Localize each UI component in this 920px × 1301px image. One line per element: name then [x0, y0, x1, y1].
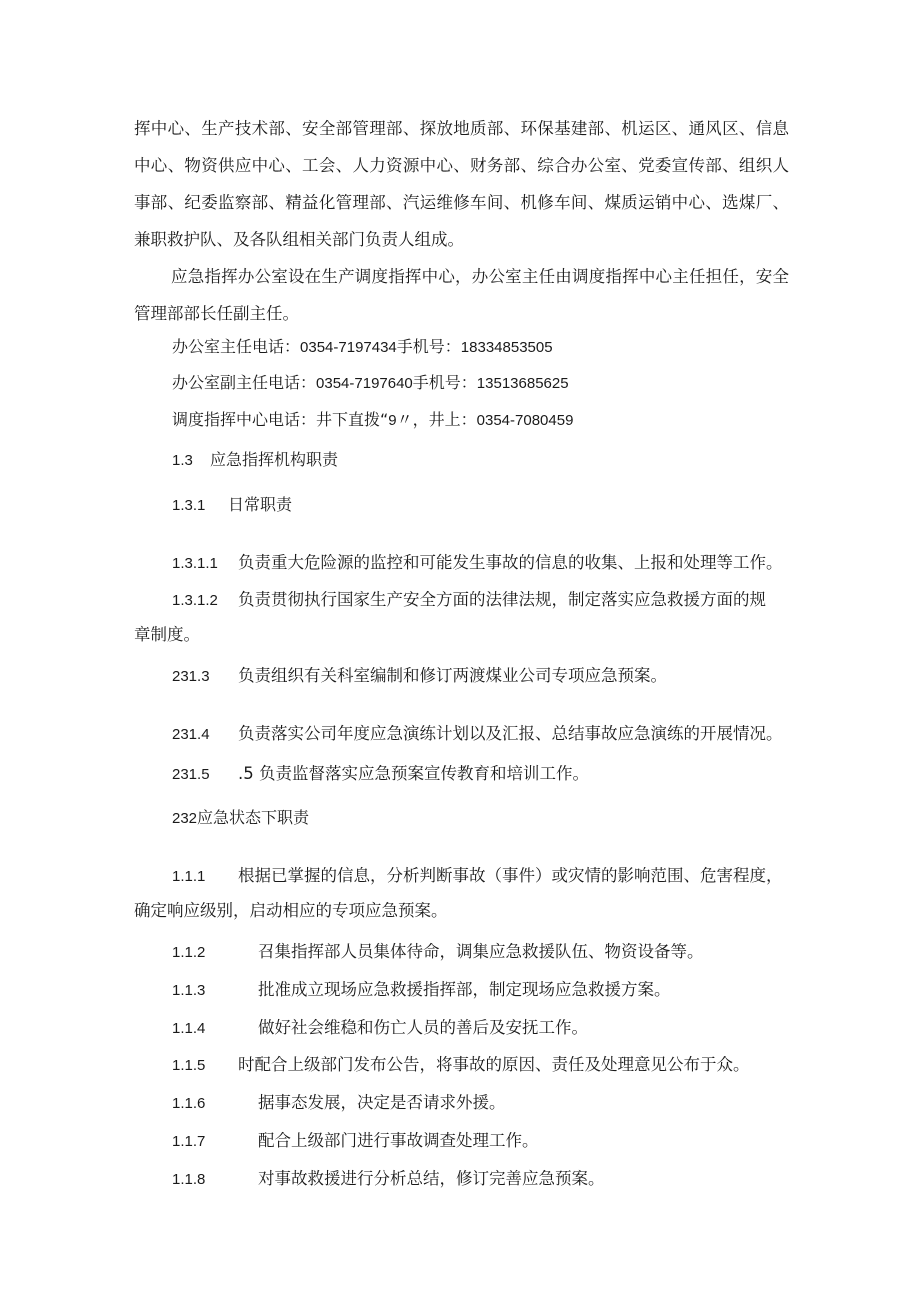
emergency-item [134, 1124, 794, 1159]
emergency-item-number: 1.1.8 [172, 1171, 206, 1188]
heading-1-3-text: 应急指挥机构职责 [210, 450, 339, 469]
emergency-item-number: 1.1.3 [172, 982, 206, 999]
heading-2-3-2-number: 232 [172, 810, 198, 827]
paragraph-members: 挥中心、生产技术部、安全部管理部、探放地质部、环保基建部、机运区、通风区、信息中心、物资供应中心、工会、人力资源中心、财务部、综合办公室、党委宣传部、组织人事部、纪委监察部、精益化管理部、汽运维修车间、机修车间、煤质运销中心、选煤厂、兼职救护队、及各队组相关部门负责人组成。 [134, 119, 789, 249]
daily-item-number: 1.3.1.1 [172, 555, 218, 572]
daily-item-text: 负责贯彻执行国家生产安全方面的法律法规，制定落实应急救援方面的规 [238, 590, 766, 609]
daily-item [134, 546, 794, 581]
heading-1-3-number: 1.3 [172, 452, 193, 469]
emergency-item-text: 根据已掌握的信息，分析判断事故（事件）或灾情的影响范围、危害程度， [238, 866, 783, 885]
contact-dispatch [172, 409, 573, 432]
daily-item [134, 583, 794, 652]
emergency-item-number: 1.1.5 [172, 1057, 206, 1074]
contact-deputy-mid: 手机号： [412, 373, 477, 392]
contact-deputy-label: 办公室副主任电话： [172, 373, 317, 392]
heading-2-3-2-text: 应急状态下职责 [197, 808, 310, 827]
daily-item-number: 231.3 [172, 668, 210, 685]
emergency-item-text: 召集指挥部人员集体待命，调集应急救援队伍、物资设备等。 [258, 942, 704, 961]
daily-item-text: 负责组织有关科室编制和修订两渡煤业公司专项应急预案。 [238, 666, 667, 685]
emergency-item [134, 859, 794, 928]
emergency-item-number: 1.1.2 [172, 944, 206, 961]
daily-item-number: 231.4 [172, 726, 210, 743]
daily-item [134, 659, 794, 694]
contact-deputy-phone: 0354-7197640 [316, 375, 413, 392]
daily-item-number: 231.5 [172, 766, 210, 783]
contact-dispatch-mid: 〃，井上： [396, 410, 477, 429]
emergency-item-text-continued: 确定响应级别，启动相应的专项应急预案。 [134, 901, 448, 920]
emergency-item-number: 1.1.4 [172, 1020, 206, 1037]
contact-director-mid: 手机号： [396, 337, 461, 356]
contact-deputy [172, 372, 569, 395]
daily-item-text: .5 负责监督落实应急预案宣传教育和培训工作。 [238, 764, 589, 783]
heading-1-3-1 [172, 494, 292, 517]
heading-1-3-1-text: 日常职责 [228, 495, 293, 514]
contact-dispatch-label: 调度指挥中心电话：井下直拨“ [172, 410, 389, 429]
daily-item [134, 717, 794, 752]
contact-dispatch-phone: 0354-7080459 [476, 412, 574, 429]
heading-2-3-2 [172, 807, 309, 830]
daily-item-text: 负责落实公司年度应急演练计划以及汇报、总结事故应急演练的开展情况。 [238, 724, 783, 743]
emergency-item [134, 1086, 794, 1121]
contact-director-label: 办公室主任电话： [172, 337, 301, 356]
emergency-item [134, 1048, 794, 1083]
emergency-item [134, 1011, 794, 1046]
heading-1-3 [172, 449, 338, 472]
daily-item-text-continued: 章制度。 [134, 625, 200, 644]
emergency-item-text: 配合上级部门进行事故调查处理工作。 [258, 1131, 539, 1150]
emergency-item-number: 1.1.1 [172, 868, 206, 885]
daily-item-text: 负责重大危险源的监控和可能发生事故的信息的收集、上报和处理等工作。 [238, 553, 783, 572]
paragraph-office: 应急指挥办公室设在生产调度指挥中心，办公室主任由调度指挥中心主任担任，安全管理部部长任副主任。 [134, 267, 789, 323]
contact-director-mobile: 18334853505 [460, 339, 553, 356]
contact-director-phone: 0354-7197434 [300, 339, 397, 356]
emergency-item-text: 时配合上级部门发布公告，将事故的原因、责任及处理意见公布于众。 [238, 1055, 750, 1074]
emergency-item [134, 1162, 794, 1197]
contact-deputy-mobile: 13513685625 [476, 375, 569, 392]
emergency-item-text: 据事态发展，决定是否请求外援。 [258, 1093, 506, 1112]
emergency-item [134, 973, 794, 1008]
contact-dispatch-num: 9 [388, 412, 397, 429]
emergency-item-number: 1.1.6 [172, 1095, 206, 1112]
daily-item [134, 757, 794, 792]
contact-director [172, 336, 553, 359]
emergency-item-text: 做好社会维稳和伤亡人员的善后及安抚工作。 [258, 1018, 588, 1037]
heading-1-3-1-number: 1.3.1 [172, 497, 206, 514]
emergency-item-text: 对事故救援进行分析总结，修订完善应急预案。 [258, 1169, 605, 1188]
emergency-item [134, 935, 794, 970]
emergency-item-number: 1.1.7 [172, 1133, 206, 1150]
emergency-item-text: 批准成立现场应急救援指挥部，制定现场应急救援方案。 [258, 980, 671, 999]
daily-item-number: 1.3.1.2 [172, 592, 218, 609]
